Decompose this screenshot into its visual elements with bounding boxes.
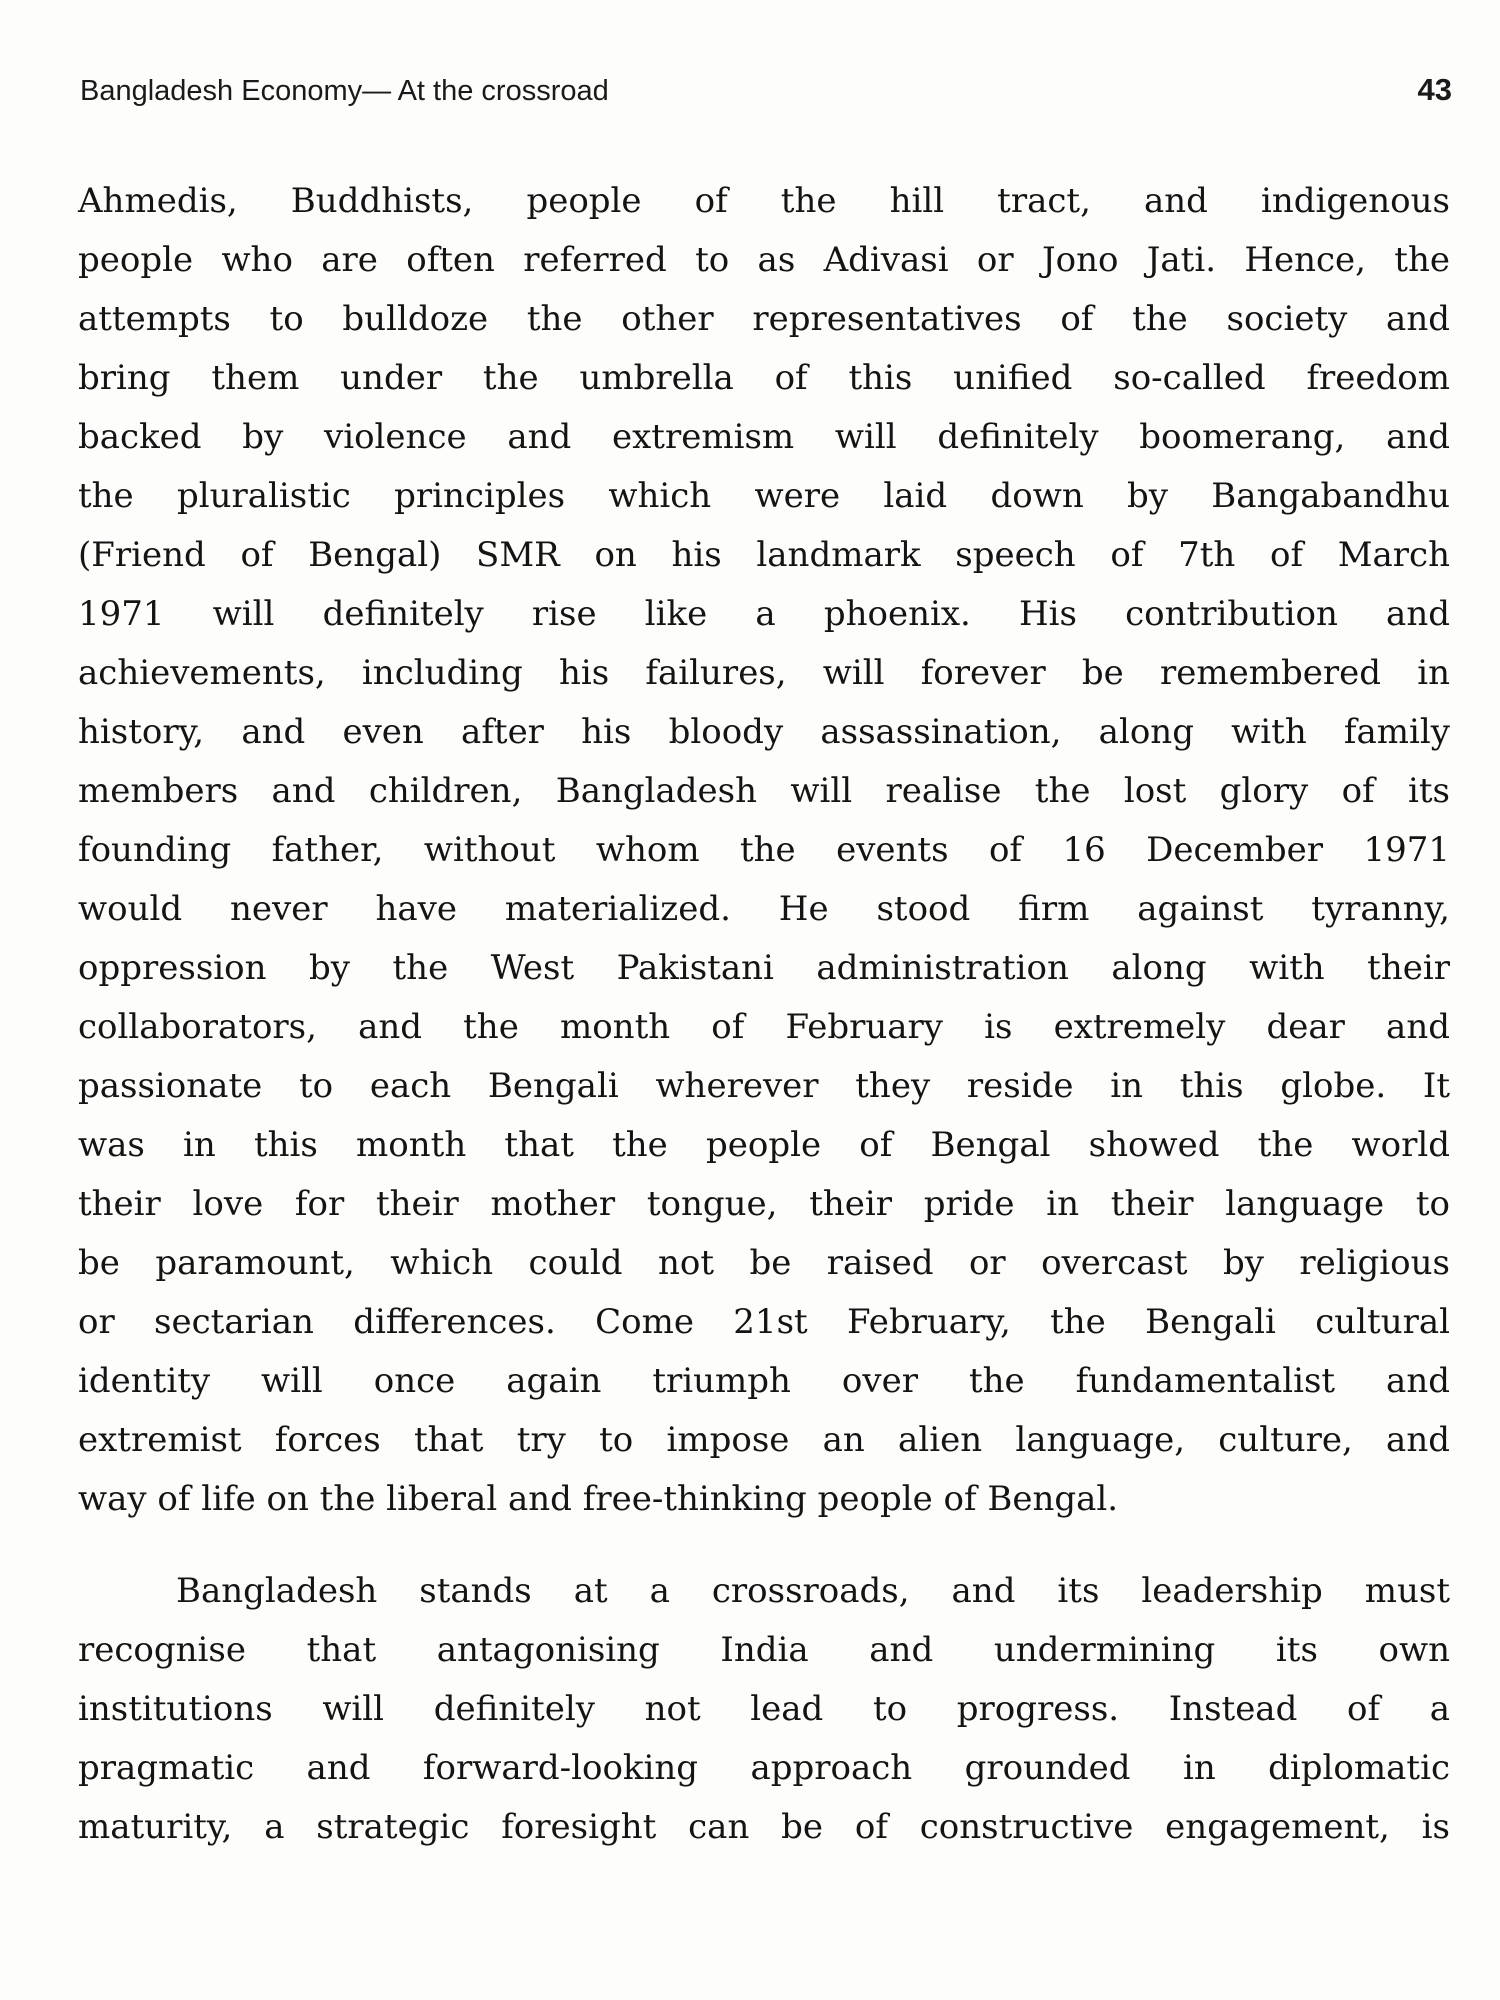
running-head xyxy=(80,72,1452,116)
text-line: oppression by the West Pakistani administration along with their xyxy=(78,948,1450,988)
text-line: achievements, including his failures, will forever be remembered in xyxy=(78,653,1450,693)
page-number: 43 xyxy=(1417,72,1452,107)
paragraph-2 xyxy=(78,1562,1450,1857)
text-line: identity will once again triumph over the fundamentalist and xyxy=(78,1361,1450,1401)
text-line: people who are often referred to as Adivasi or Jono Jati. Hence, the xyxy=(78,240,1450,280)
text-line: extremist forces that try to impose an alien language, culture, and xyxy=(78,1420,1450,1460)
text-line: bring them under the umbrella of this unified so-called freedom xyxy=(78,358,1450,398)
running-title: Bangladesh Economy— At the crossroad xyxy=(80,75,609,107)
text-line: collaborators, and the month of February is extremely dear and xyxy=(78,1007,1450,1047)
text-line: (Friend of Bengal) SMR on his landmark speech of 7th of March xyxy=(78,535,1450,575)
text-line: Ahmedis, Buddhists, people of the hill tract, and indigenous xyxy=(78,181,1450,221)
text-line: would never have materialized. He stood firm against tyranny, xyxy=(78,889,1450,929)
text-line: the pluralistic principles which were laid down by Bangabandhu xyxy=(78,476,1450,516)
text-line: was in this month that the people of Bengal showed the world xyxy=(78,1125,1450,1165)
text-line: Bangladesh stands at a crossroads, and its leadership must xyxy=(176,1571,1450,1611)
text-line: way of life on the liberal and free-thinking people of Bengal. xyxy=(78,1479,1119,1519)
paragraph-1 xyxy=(78,172,1450,1529)
text-line: maturity, a strategic foresight can be of constructive engagement, is xyxy=(78,1807,1450,1847)
text-line: their love for their mother tongue, their pride in their language to xyxy=(78,1184,1450,1224)
text-line: 1971 will definitely rise like a phoenix. His contribution and xyxy=(78,594,1450,634)
text-line: founding father, without whom the events of 16 December 1971 xyxy=(78,830,1450,870)
text-line: institutions will definitely not lead to progress. Instead of a xyxy=(78,1689,1450,1729)
text-line: be paramount, which could not be raised or overcast by religious xyxy=(78,1243,1450,1283)
text-line: members and children, Bangladesh will realise the lost glory of its xyxy=(78,771,1450,811)
text-line: recognise that antagonising India and undermining its own xyxy=(78,1630,1450,1670)
text-line: backed by violence and extremism will definitely boomerang, and xyxy=(78,417,1450,457)
text-line: attempts to bulldoze the other representatives of the society and xyxy=(78,299,1450,339)
text-line: passionate to each Bengali wherever they reside in this globe. It xyxy=(78,1066,1450,1106)
text-line: or sectarian differences. Come 21st February, the Bengali cultural xyxy=(78,1302,1450,1342)
text-line: pragmatic and forward-looking approach grounded in diplomatic xyxy=(78,1748,1450,1788)
text-line: history, and even after his bloody assassination, along with family xyxy=(78,712,1450,752)
